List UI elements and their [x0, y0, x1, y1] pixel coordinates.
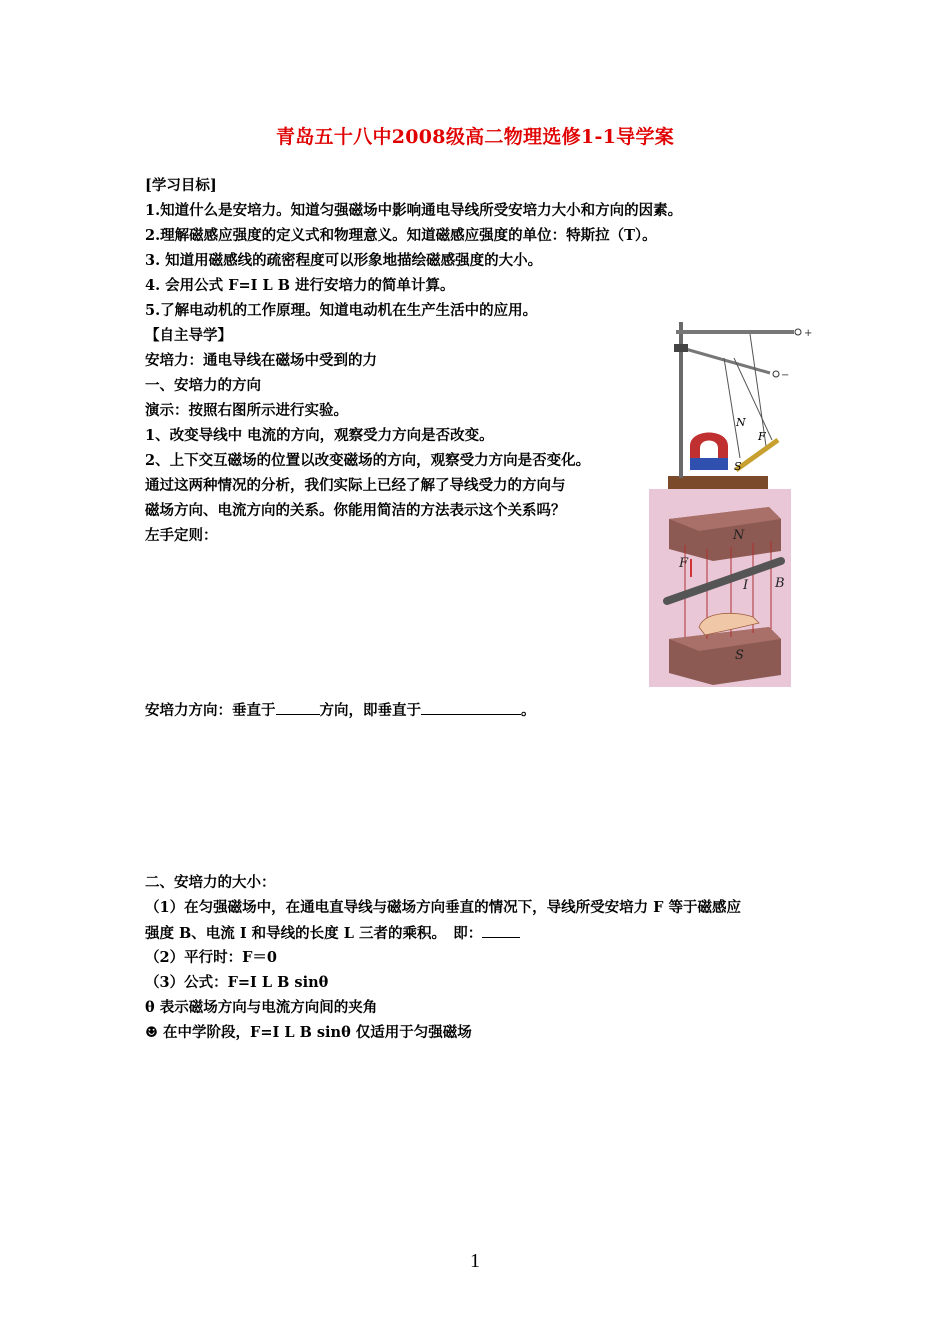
smiley-bullet-icon: ☻ [145, 1024, 158, 1041]
guide-heading: 【自主导学】 [145, 327, 232, 344]
parallel-case: （2）平行时：F＝0 [145, 949, 277, 966]
field-b-label: B [775, 576, 785, 591]
experiment-step-2: 2、上下交互磁场的位置以改变磁场的方向，观察受力方向是否变化。 [145, 452, 591, 469]
theta-definition: θ 表示磁场方向与电流方向间的夹角 [145, 999, 378, 1016]
conductor-rod [736, 440, 778, 470]
document-title: 青岛五十八中2008级高二物理选修1-1导学案 [275, 126, 675, 148]
left-hand-rule-label: 左手定则： [145, 527, 218, 544]
pole-n-label: N [733, 528, 745, 543]
force-direction-line [145, 700, 536, 721]
goal-item-1: 1.知道什么是安培力。知道匀强磁场中影响通电导线所受安培力大小和方向的因素。 [145, 202, 683, 219]
fill-blank-1[interactable] [276, 700, 320, 715]
fill-blank-3[interactable] [482, 923, 520, 938]
applicability-note [145, 1023, 472, 1043]
magnet-n-label: N [736, 416, 746, 429]
magnet-s-label: S [734, 460, 742, 473]
current-i-label: I [743, 578, 749, 593]
fill-blank-2[interactable] [421, 700, 521, 715]
analysis-line-2: 磁场方向、电流方向的关系。你能用简洁的方法表示这个关系吗？ [145, 502, 566, 519]
experiment-step-1: 1、改变导线中 电流的方向，观察受力方向是否改变。 [145, 427, 494, 444]
analysis-line-1: 通过这两种情况的分析，我们实际上已经了解了导线受力的方向与 [145, 477, 566, 494]
ampere-force-definition: 安培力：通电导线在磁场中受到的力 [145, 352, 377, 369]
force-direction-end: 。 [521, 702, 536, 719]
terminal-plus-label: + [804, 328, 813, 339]
force-direction-text-a: 安培力方向：垂直于 [145, 702, 276, 719]
goal-item-2: 2.理解磁感应强度的定义式和物理意义。知道磁感应强度的单位：特斯拉（T）。 [145, 227, 657, 244]
formula-line: （3）公式：F=I L B sinθ [145, 974, 329, 991]
force-direction-text-b: 方向，即垂直于 [319, 702, 421, 719]
goals-heading: [学习目标] [145, 177, 217, 194]
magnitude-para-1-line-1: （1）在匀强磁场中，在通电直导线与磁场方向垂直的情况下，导线所受安培力 F 等于磁感应 [145, 899, 741, 916]
apparatus-clamp [674, 344, 688, 352]
applicability-text: 在中学阶段，F=I L B sinθ 仅适用于匀强磁场 [158, 1024, 472, 1041]
pole-s-label: S [735, 648, 744, 663]
section2-title: 二、安培力的大小： [145, 874, 276, 891]
apparatus-figure [650, 318, 813, 490]
goal-item-5: 5.了解电动机的工作原理。知道电动机在生产生活中的应用。 [145, 302, 538, 319]
apparatus-upper-rod [676, 330, 794, 334]
magnitude-para-1-text: 强度 B、电流 I 和导线的长度 L 三者的乘积。 即： [145, 925, 483, 942]
terminal-negative-icon [773, 371, 779, 377]
page-number: 1 [470, 1250, 480, 1272]
magnitude-para-1-line-2 [145, 923, 520, 944]
goal-item-4: 4. 会用公式 F=I L B 进行安培力的简单计算。 [145, 277, 455, 294]
force-f-label-2: F [679, 556, 689, 571]
force-f-label: F [758, 430, 766, 443]
section1-title: 一、安培力的方向 [145, 377, 261, 394]
terminal-positive-icon [795, 329, 801, 335]
left-hand-rule-figure [649, 489, 791, 687]
horseshoe-magnet-south [690, 458, 728, 470]
terminal-minus-label: − [781, 370, 790, 381]
apparatus-base [668, 476, 768, 490]
demo-instruction: 演示：按照右图所示进行实验。 [145, 402, 348, 419]
goal-item-3: 3. 知道用磁感线的疏密程度可以形象地描绘磁感强度的大小。 [145, 252, 543, 269]
